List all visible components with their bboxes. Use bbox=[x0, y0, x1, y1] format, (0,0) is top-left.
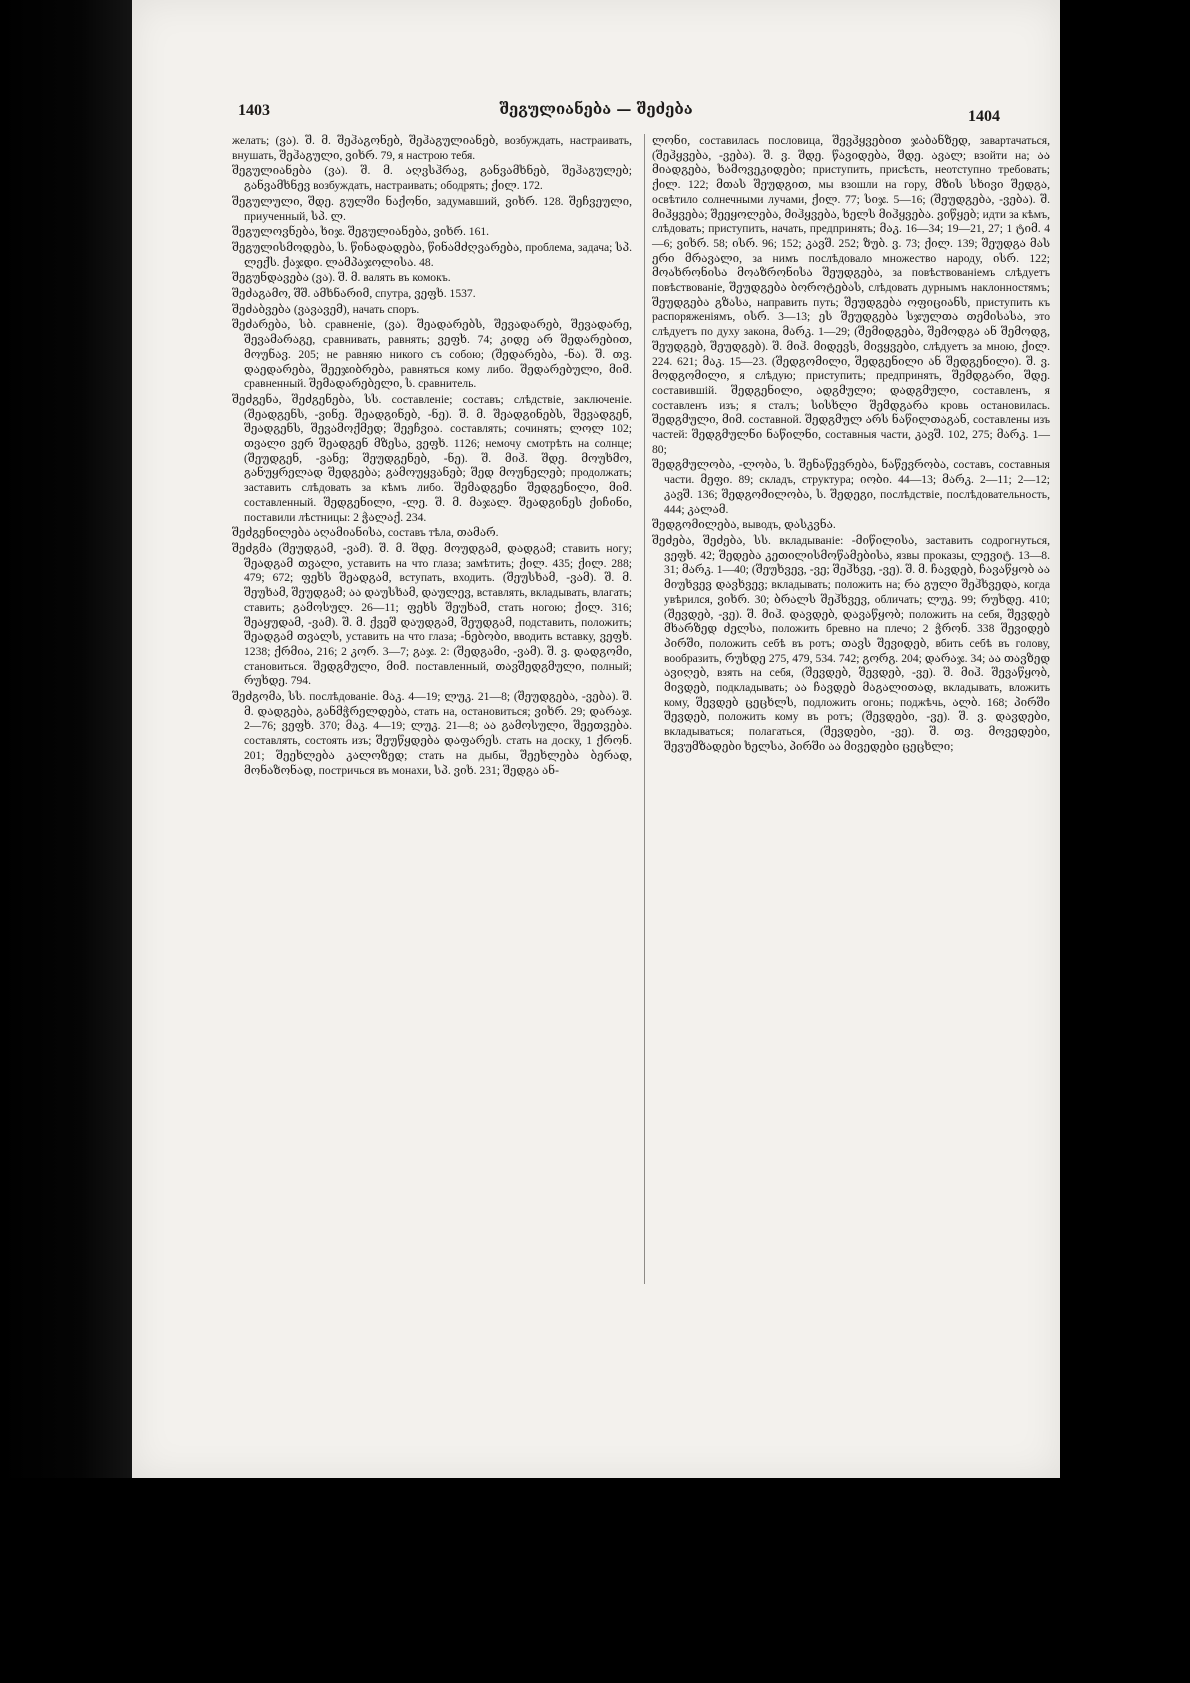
column-divider bbox=[644, 134, 645, 1284]
dictionary-entry: შეგულოვნება, ხიჯ. შეგულიანება, ვიხრ. 161. bbox=[232, 225, 490, 239]
dictionary-entry: желать; (ვა). შ. მ. შეჰაგონებ, შეჰაგულიანებ, возбуждать, настраивать, внушать, შეჰაგული, ვიხრ. 79, я настрою тебя. bbox=[232, 134, 632, 162]
dictionary-entry: შეგულისმოდება, ს. წინადადება, წინამძღვარება, проблема, задача; სპ. ლექს. ქაჯდი. ლამპაჯოლისა. 48. bbox=[232, 240, 632, 269]
right-column bbox=[652, 134, 1050, 756]
dictionary-entry: ლონი, составилась пословица, შევჰყვებით ჯაბანზედ, завартачаться, (შეჰყვება, -ვება). შ. ვ. შდე. წავიდება, შდე. ავალ; взойти на; აა მიადგება, ხამოვეკიდები; приступить, присѣсть, неотступно требовать; ქილ. 122; მთას შეუდგით, мы взошли на гору, მზის სხივი შედგა, освѣтило солнечными лучами, ქილ. 77; სიჯ. 5—16; (შეუდგება, -ვება). შ. მიჰყვება; შეეყოლება, მიჰყვება, ხელს მიჰყვება. ვიწყებ; идти за кѣмъ, слѣдовать; приступить, начать, предпринять; მაკ. 16—34; 19—21, 27; 1 ტიმ. 4—6; ვიხრ. 58; ისრ. 96; 152; კავშ. 252; ზუბ. ვ. 73; ქილ. 139; შეუდგა მას ერი მრავალი, за нимъ послѣдовало множество народу, ისრ. 122; მოახრონისა მოაზრონისა შეუდგება, за повѣствованiемъ слѣдуетъ повѣствованiе, შეუდგება ბოროტებას, слѣдовать дурнымъ наклонностямъ; შეუდგება გზასა, направить путь; შეუდგება ოფიციანს, приступить къ распоряженiямъ, ისრ. 3—13; ეს შეუდგება სჯულთა თემისასა, это слѣдуетъ по духу закона, მარკ. 1—29; (შემიდგება, შემოდგა ან შემოდგ, შეუდგებ, შეუდგებ). შ. მიჰ. მიდევს, მივყვები, слѣдуетъ за мною, ქილ. 224. 621; მაკ. 15—23. (შედგომილი, შედგენილი ან შედგენილი). შ. ვ. მოდგომილი, я слѣдую; приступить; предпринять, შემდგარი, შდე. составившiй. შედგენილი, ადგმული; დადგმული, составленъ, я составленъ изъ; я сталъ; სისხლი შემდგარა кровь остановилась. შედგმული, მიმ. составной. შედგმულ არს ნაწილთაგან, составлены изъ частей: შედგმულნი ნაწილნი, составныя части, კავშ. 102, 275; მარკ. 1—80; bbox=[652, 134, 1050, 456]
scan-border-left bbox=[0, 0, 135, 1683]
scan-border-right bbox=[1060, 0, 1190, 1478]
page-header bbox=[132, 96, 1060, 126]
scan-border-bottom bbox=[0, 1478, 1190, 1683]
dictionary-entry: შედგმულობა, -ლობა, ს. შენაწევრება, ნაწევრობა, составъ, составныя части. მეფი. 89; складъ, структура; იობი. 44—13; მარკ. 2—11; 2—12; კავშ. 136; შედგომილობა, ს. შედეგი, послѣдствiе, послѣдовательность, 444; კალამ. bbox=[652, 458, 1050, 516]
dictionary-entry: შეძარება, სბ. сравненie, (ვა). შეადარებს, შევადარებ, შევადარე, შევამარაგე, сравнивать, равнять; ვეფხ. 74; კიდე არ შედარებით, მოუნავ. 205; не равняю никого съ собою; (შედარება, -ნა). შ. თვ. დაედარება, შეეჯიბრება, равняться кому либо. შედარებული, მიმ. сравненный. შემადარებელი, ს. сравнитель. bbox=[232, 318, 632, 391]
dictionary-entry: შედგომილება, выводъ, დასკვნა. bbox=[652, 518, 836, 532]
dictionary-page bbox=[132, 0, 1060, 1478]
dictionary-entry: შეგულული, შდე. გულში ნაქონი, задумавший, ვიხრ. 128. შეჩვეული, приученный, სპ. ლ. bbox=[232, 194, 632, 223]
dictionary-entry: შეძგომა, სს. послѣдованiе. მაკ. 4—19; ლუკ. 21—8; (შეუდგება, -ვება). შ. მ. დადგება, განმჭრელდება, стать на, остановиться; ვიხრ. 29; დარაჯ. 2—76; ვეფხ. 370; მაკ. 4—19; ლუკ. 21—8; აა გამოსული, შეეთვება. составлять, состоять изъ; შეუწყდება დაფარეს. стать на доску, 1 ქრონ. 201; შეეხლება კალოზედ; стать на дыбы, შეეხლება ბერად, მონაზონად, постричься въ монахи, სპ. ვიხ. 231; შედგა ან- bbox=[232, 690, 632, 777]
page-number-right: 1404 bbox=[968, 108, 1000, 125]
left-column bbox=[232, 134, 632, 779]
dictionary-entry: შეგუნდავება (ვა). შ. მ. валять въ комокъ. bbox=[232, 271, 451, 285]
page-number-left: 1403 bbox=[238, 102, 270, 119]
dictionary-entry: შეძაგამო, შშ. ამხნარიმ, спутра, ვეფხ. 1537. bbox=[232, 287, 476, 301]
dictionary-entry: შეძგენილება აღამიანისა, составъ тѣла, თამარ. bbox=[232, 526, 499, 540]
dictionary-entry: შეძგენა, შეძგენება, სს. составленie; составъ; слѣдствiе, заключенiе. (შეადგენს, -ვინე. შეადგინებ, -ნე). შ. მ. შეადგინებს, შევადგენ, შეადგენს, შევამოქმედ; შეეჩვია. составлять; сочинять; ლოლ 102; თვალი ვერ შეადგენ მზესა, ვეფხ. 1126; немочу смотрѣть на солнце; (შეუდგენ, -ვანე; შეუდგენებ, -ნე). შ. მიჰ. შდე. მოუხმო, განუყრელად შედგება; გამოუყვანებ; შედ მოუნელებ; продолжать; заставить слѣдовать за кѣмъ либо. შემადგენი შედგენილი, მიმ. составленный. შედგენილი, -ლე. შ. მ. მაჯალ. შეადგინეს ქიჩინი, поставили лѣстницы: 2 ჭალაქ. 234. bbox=[232, 392, 632, 524]
dictionary-entry: შეძგმა (შეუდგამ, -ვამ). შ. მ. შდე. მოუდგამ, დადგამ; ставить ногу; შეადგამ თვალი, уставить на что глаза; замѣтить; ქილ. 435; ქილ. 288; 479; 672; ფეხს შეადგამ, вступать, входить. (შეუსხამ, -ვამ). შ. მ. შეუხამ, შეუდგამ; აა დაუსხამ, დაულევ, вставлять, вкладывать, влагать; ставить; გამოსულ. 26—11; ფეხს შეუხამ, стать ногою; ქილ. 316; შეაყუდამ, -ვამ). შ. მ. ქვეშ დაუდგამ, შეუდგამ, подставить, положить; შეადგამ თვალს, уставить на что глаза; -ნებობი, вводить вставку, ვეფხ. 1238; ქრმია, 216; 2 კორ. 3—7; გაჯ. 2: (შედგამი, -ვამ). შ. ვ. დადგომი, становиться. შედგმული, მიმ. поставленный, თავშედგმული, полный; რუხდე. 794. bbox=[232, 541, 632, 688]
running-head: შეგულიანება — შეძება bbox=[499, 100, 693, 118]
dictionary-entry: შეგულიანება (ვა). შ. მ. აღვსჰრავ, განვამხნებ, შეჰაგულებ; განვამხნევ возбуждать, настраивать; ободрять; ქილ. 172. bbox=[232, 164, 632, 193]
dictionary-entry: შეძაბვება (ვავავემ), начать споръ. bbox=[232, 302, 420, 316]
dictionary-entry: შეძება, შეძება, სს. вкладыванiе: -მიწილისა, заставить содрогнуться, ვეფხ. 42; შედება კეთილისმოწამებისა, язвы проказы, ლევიტ. 13—8. 31; მარკ. 1—40; (შეუხვევ, -ვე; შეჰხვე, -ვე). შ. მ. ჩავდებ, ჩავაწყობ აა მიუხვევ დავხვევ; вкладывать; положить на; რა გული შეჰხვედა, когда увѣрился, ვიხრ. 30; ბრალს შეჰხვევ, обличать; ლუკ. 99; რუხდე. 410; (შევდებ, -ვე). შ. მიჰ. დავდებ, დავაწყობ; положить на себя, შევდებ მხარზედ ძელსა, положить бревно на плечо; 2 ჭრონ. 338 შევიდებ პირში, положить себѣ въ ротъ; თავს შევიდებ, вбить себѣ въ голову, вообразить, რუხდე 275, 479, 534. 742; გორგ. 204; დარაჯ. 34; აა თავზედ ავიღებ, взять на себя, (შევდებ, შევდებ, -ვე). შ. მიჰ. შევაწყობ, მივდებ, подкладывать; აა ჩავდებ მაგალითად, вкладывать, вложить кому, შევდებ ცეცხლს, подложить огонь; поджѣчь, ალბ. 168; პირში შევდებ, положить кому въ ротъ; (შევდები, -ვე). შ. ვ. დავდები, вкладываться; полагаться, (შევდები, -ვე). შ. თვ. მოვედები, შევუმზადები ხელსა, პირში აა მივედები ცეცხლი; bbox=[652, 533, 1050, 753]
